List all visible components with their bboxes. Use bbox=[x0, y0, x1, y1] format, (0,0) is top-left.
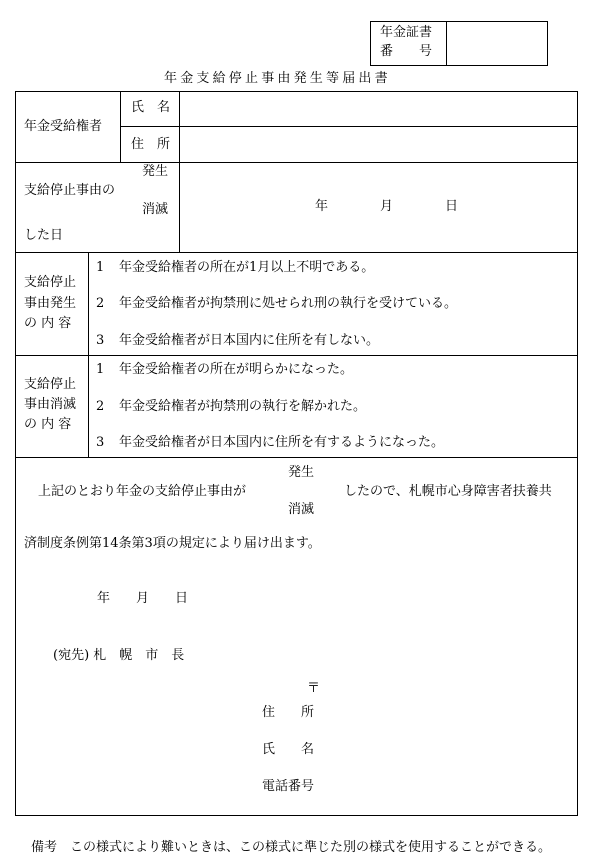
applicant-name-label: 氏 名 bbox=[262, 742, 315, 757]
extinct-item-text[interactable]: 年金受給権者が日本国内に住所を有するようになった。 bbox=[119, 435, 445, 450]
recipient-heading: 年金受給権者 bbox=[24, 119, 103, 134]
cert-divider bbox=[446, 21, 447, 66]
cert-label-line1: 年金証書 bbox=[380, 25, 433, 40]
occur-item-number: 3 bbox=[96, 333, 105, 348]
occur-label-line1: 支給停止 bbox=[24, 275, 77, 290]
address-label: 住 所 bbox=[131, 137, 171, 152]
extinct-item-text[interactable]: 年金受給権者が拘禁刑の執行を解かれた。 bbox=[119, 399, 367, 414]
row-divider bbox=[15, 252, 578, 253]
extinct-item-number: 3 bbox=[96, 435, 105, 450]
declaration-part2: したので、札幌市心身障害者扶養共 bbox=[344, 484, 552, 499]
applicant-phone-field[interactable] bbox=[340, 779, 560, 795]
extinct-item-number: 2 bbox=[96, 399, 105, 414]
stop-date-label-extinct: 消滅 bbox=[142, 202, 169, 217]
stop-date-field[interactable]: 年 月 日 bbox=[315, 199, 459, 214]
applicant-address-label: 住 所 bbox=[262, 705, 315, 720]
address-field[interactable] bbox=[186, 137, 566, 153]
occur-item-text[interactable]: 年金受給権者が日本国内に住所を有しない。 bbox=[119, 333, 380, 348]
extinct-label-line3: の 内 容 bbox=[24, 417, 72, 432]
declaration-part1: 上記のとおり年金の支給停止事由が bbox=[38, 484, 247, 499]
col-divider bbox=[179, 91, 180, 252]
cert-label-line2: 番 号 bbox=[380, 44, 433, 59]
row-divider bbox=[15, 162, 578, 163]
applicant-address-field[interactable] bbox=[340, 705, 560, 721]
occur-item-text[interactable]: 年金受給権者の所在が1月以上不明である。 bbox=[119, 260, 375, 275]
stop-date-label-line3: した日 bbox=[24, 228, 64, 243]
applicant-name-field[interactable] bbox=[340, 742, 560, 758]
addressee: (宛先) 札 幌 市 長 bbox=[53, 648, 185, 663]
declaration-extinct: 消滅 bbox=[288, 502, 315, 517]
cert-number-field[interactable] bbox=[452, 34, 542, 50]
stop-date-label-occur: 発生 bbox=[142, 164, 169, 179]
postal-mark: 〒 bbox=[307, 681, 321, 696]
form-title: 年金支給停止事由発生等届出書 bbox=[164, 71, 391, 86]
occur-label-line2: 事由発生 bbox=[24, 296, 77, 311]
occur-item-text[interactable]: 年金受給権者が拘禁刑に処せられ刑の執行を受けている。 bbox=[119, 296, 458, 311]
applicant-phone-label: 電話番号 bbox=[262, 779, 315, 794]
extinct-label-line2: 事由消滅 bbox=[24, 397, 77, 412]
col-divider bbox=[88, 252, 89, 457]
declaration-occur: 発生 bbox=[288, 465, 315, 480]
col-divider bbox=[120, 91, 121, 162]
stop-date-label-line1: 支給停止事由の bbox=[24, 183, 116, 198]
extinct-label-line1: 支給停止 bbox=[24, 377, 77, 392]
submission-date-field[interactable]: 年 月 日 bbox=[97, 591, 189, 606]
row-divider bbox=[15, 457, 578, 458]
row-divider bbox=[15, 355, 578, 356]
row-divider bbox=[120, 126, 578, 127]
occur-item-number: 2 bbox=[96, 296, 105, 311]
extinct-item-number: 1 bbox=[96, 362, 105, 377]
declaration-line2: 済制度条例第14条第3項の規定により届け出ます。 bbox=[24, 536, 321, 551]
occur-label-line3: の 内 容 bbox=[24, 316, 72, 331]
name-label: 氏 名 bbox=[131, 100, 171, 115]
footnote: 備考 この様式により難いときは、この様式に準じた別の様式を使用することができる。 bbox=[31, 840, 552, 855]
extinct-item-text[interactable]: 年金受給権者の所在が明らかになった。 bbox=[119, 362, 354, 377]
occur-item-number: 1 bbox=[96, 260, 105, 275]
name-field[interactable] bbox=[186, 100, 566, 116]
